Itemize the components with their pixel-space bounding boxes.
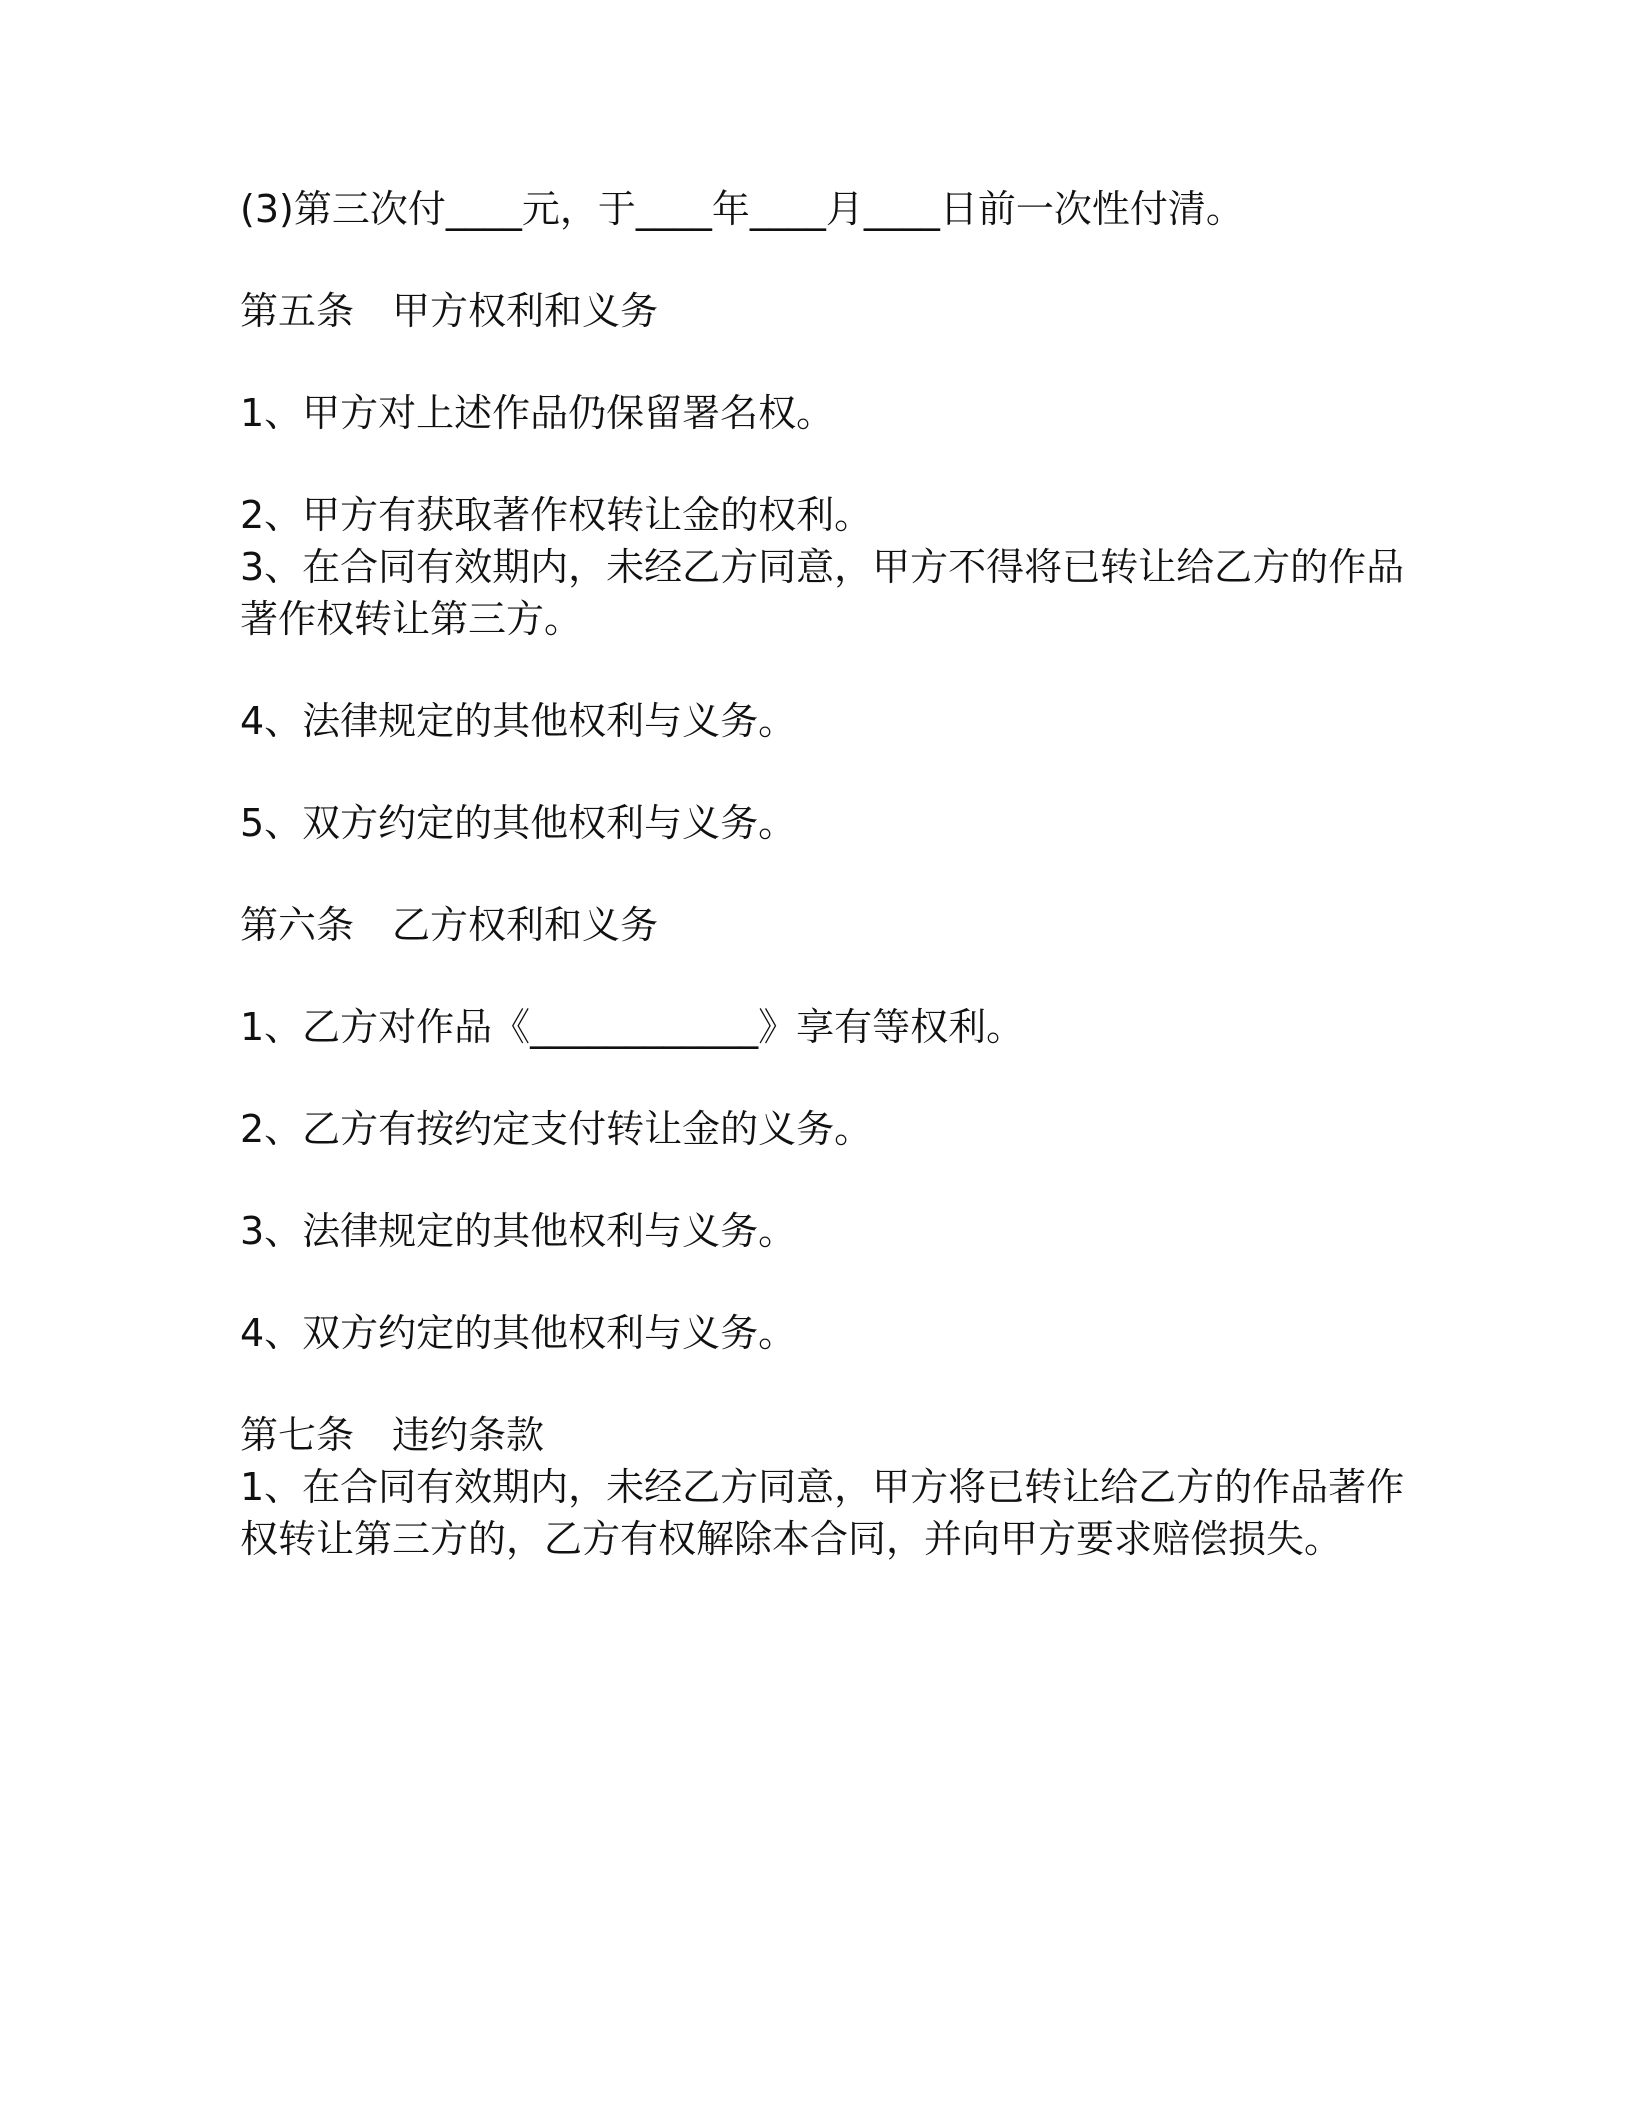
article-five-item-3-line-2: 著作权转让第三方。 bbox=[240, 597, 583, 641]
article-five-item-4: 4、法律规定的其他权利与义务。 bbox=[240, 699, 797, 743]
payment-clause-third: (3)第三次付____元，于____年____月____日前一次性付清。 bbox=[240, 187, 1244, 231]
article-five-item-3-line-1: 3、在合同有效期内，未经乙方同意，甲方不得将已转让给乙方的作品 bbox=[240, 545, 1405, 589]
article-seven-item-1-line-1: 1、在合同有效期内，未经乙方同意，甲方将已转让给乙方的作品著作 bbox=[240, 1465, 1405, 1509]
article-six-item-3: 3、法律规定的其他权利与义务。 bbox=[240, 1209, 797, 1253]
article-seven-item-1-line-2: 权转让第三方的，乙方有权解除本合同，并向甲方要求赔偿损失。 bbox=[240, 1517, 1343, 1561]
article-six-item-2: 2、乙方有按约定支付转让金的义务。 bbox=[240, 1107, 873, 1151]
article-five-item-2: 2、甲方有获取著作权转让金的权利。 bbox=[240, 493, 873, 537]
article-six-item-4: 4、双方约定的其他权利与义务。 bbox=[240, 1311, 797, 1355]
article-six-heading: 第六条 乙方权利和义务 bbox=[240, 903, 659, 947]
article-five-item-5: 5、双方约定的其他权利与义务。 bbox=[240, 801, 797, 845]
article-seven-heading: 第七条 违约条款 bbox=[240, 1413, 545, 1457]
article-five-item-1: 1、甲方对上述作品仍保留署名权。 bbox=[240, 391, 835, 435]
article-six-item-1: 1、乙方对作品《____________》享有等权利。 bbox=[240, 1005, 1025, 1049]
article-five-heading: 第五条 甲方权利和义务 bbox=[240, 289, 659, 333]
document-body bbox=[240, 183, 1405, 1565]
